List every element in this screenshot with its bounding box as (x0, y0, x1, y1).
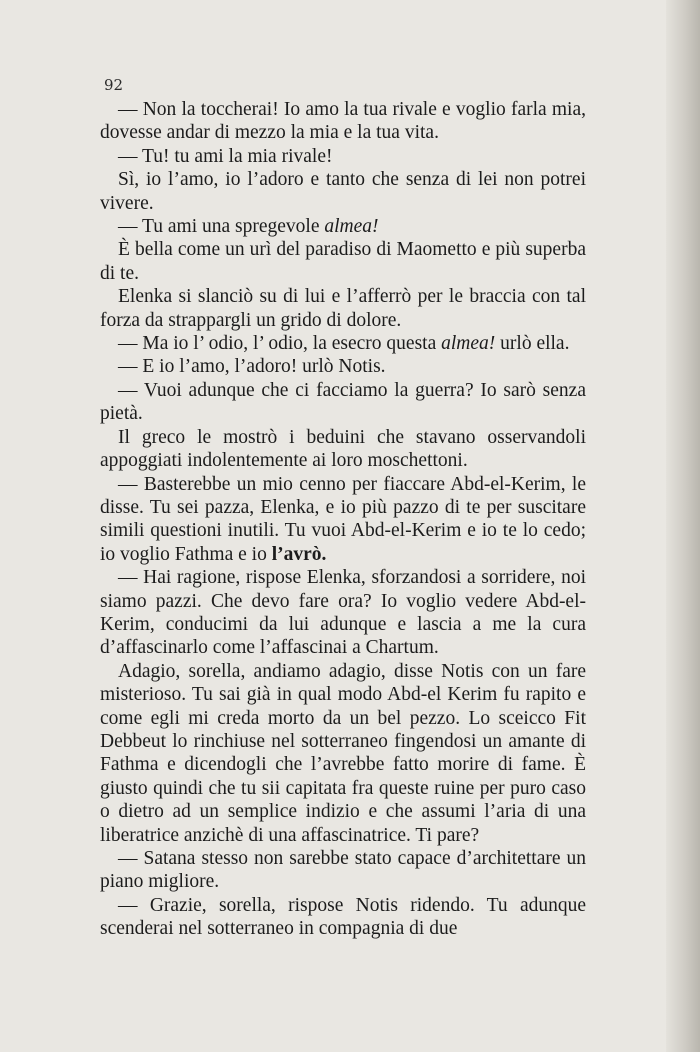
bold-text: l’avrò. (271, 543, 327, 565)
italic-text: almea! (441, 333, 496, 355)
paragraph-text: — Non la toccherai! Io amo la tua rivale e voglio farla mia, dovesse andar di mezzo la mia e la tua vita. (100, 99, 586, 144)
paragraph (100, 660, 586, 847)
paragraph (100, 426, 586, 473)
paragraph-text: — Tu! tu ami la mia rivale! (118, 145, 333, 167)
paragraph-text: Il greco le mostrò i beduini che stavano osservandoli appoggiati indolentemente ai loro moschettoni. (100, 426, 586, 472)
paragraph-text: — Hai ragione, rispose Elenka, sforzandosi a sorridere, noi siamo pazzi. Che devo fare ora? Io voglio vedere Abd-el-Kerim, conducimi da lui adunque e lascia a me la cura d’affascinarlo come l’affascinai a Chartum. (100, 567, 586, 659)
paragraph-text: urlò ella. (495, 333, 570, 355)
text-body (100, 98, 586, 941)
paragraph-text: — Tu ami una spregevole (118, 216, 325, 238)
paragraph (100, 847, 586, 894)
paragraph-text: Elenka si slanciò su di lui e l’afferrò per le braccia con tal forza da strappargli un grido di dolore. (100, 286, 586, 331)
paragraph-text: — Basterebbe un mio cenno per fiaccare Abd-el-Kerim, le disse. Tu sei pazza, Elenka, e io più pazzo di te per suscitare simili questioni inutili. Tu vuoi Abd-el-Kerim e io te lo cedo; io voglio Fathma e io (100, 473, 586, 565)
page-number: 92 (104, 76, 124, 94)
paragraph-text: Adagio, sorella, andiamo adagio, disse Notis con un fare misterioso. Tu sai già in qual modo Abd-el Kerim fu rapito e come egli mi creda morto da un bel pezzo. Lo sceicco Fit Debbeut lo rinchiuse nel sotterraneo fingendosi un amante di Fathma e dicendogli che l’avrebbe fatto morire di fame. È giusto quindi che tu sii capitata fra queste ruine per puro caso o dietro ad un semplice indizio e che assumi l’aria di una liberatrice anzichè di una affascinatrice. Ti pare? (100, 660, 586, 846)
paragraph (100, 894, 586, 941)
paragraph (100, 332, 586, 355)
paragraph (100, 285, 586, 332)
paragraph (100, 473, 586, 567)
paragraph-text: — Ma io l’ odio, l’ odio, la esecro questa (118, 333, 442, 355)
paragraph-text: Sì, io l’amo, io l’adoro e tanto che senza di lei non potrei vivere. (100, 169, 586, 214)
paragraph (100, 168, 586, 215)
paragraph-text: È bella come un urì del paradiso di Maometto e più superba di te. (100, 239, 586, 284)
paragraph (100, 355, 586, 378)
paragraph (100, 566, 586, 660)
paragraph (100, 215, 586, 238)
paragraph (100, 379, 586, 426)
paragraph-text: — Vuoi adunque che ci facciamo la guerra? Io sarò senza pietà. (100, 379, 586, 425)
page-edge-shadow (666, 0, 700, 1052)
paragraph-text: — E io l’amo, l’adoro! urlò Notis. (118, 356, 386, 378)
paragraph-text: — Grazie, sorella, rispose Notis ridendo. Tu adunque scenderai nel sotterraneo in compagnia di due (100, 894, 586, 940)
paragraph (100, 98, 586, 145)
paragraph (100, 238, 586, 285)
italic-text: almea! (324, 216, 379, 238)
paragraph (100, 145, 586, 168)
paragraph-text: — Satana stesso non sarebbe stato capace d’architettare un piano migliore. (100, 848, 586, 893)
